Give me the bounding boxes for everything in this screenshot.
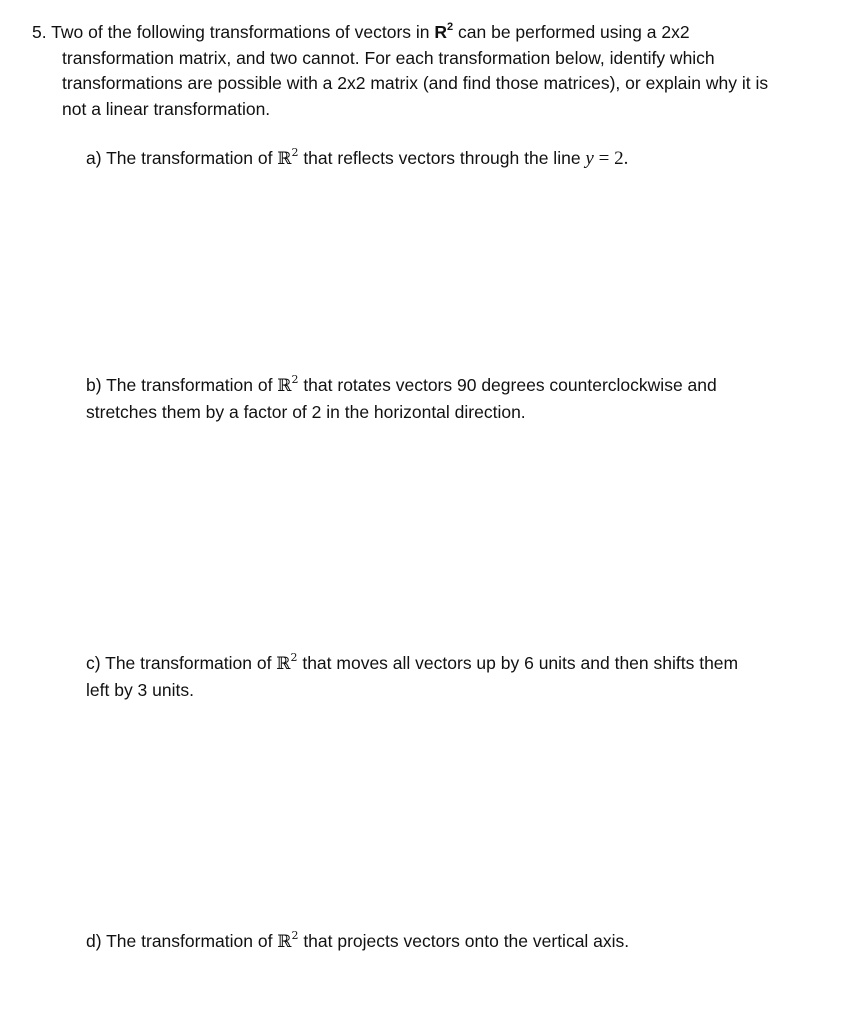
part-c-line-2: left by 3 units. bbox=[86, 679, 194, 700]
real-plane-symbol: ℝ$^2$ bbox=[276, 651, 298, 674]
part-b-line-2: stretches them by a factor of 2 in the horizontal direction. bbox=[86, 401, 526, 422]
real-plane-symbol: ℝ$^2$ bbox=[277, 929, 299, 952]
problem-statement bbox=[32, 20, 842, 122]
real-plane-symbol: ℝ$^2$ bbox=[277, 146, 299, 169]
part-d-label: d) bbox=[86, 931, 102, 951]
space-symbol: $R^2$ bbox=[434, 21, 454, 42]
part-b: b) The transformation of ℝ$^2$ that rotates vectors 90 degrees counterclockwise and stretches them by a factor of 2 in the horizontal direction. bbox=[86, 373, 717, 422]
part-a: a) The transformation of ℝ$^2$ that reflects vectors through the line y = 2. bbox=[86, 146, 629, 169]
part-a-label: a) bbox=[86, 148, 102, 168]
problem-line-2: transformation matrix, and two cannot. For each transformation below, identify which bbox=[62, 47, 715, 68]
line-equation: y = 2. bbox=[585, 148, 629, 169]
part-d: d) The transformation of ℝ$^2$ that projects vectors onto the vertical axis. bbox=[86, 929, 630, 952]
part-c-label: c) bbox=[86, 653, 101, 673]
part-c: c) The transformation of ℝ$^2$ that moves all vectors up by 6 units and then shifts them left by 3 units. bbox=[86, 651, 739, 700]
problem-line-1: 5. Two of the following transformations of vectors in $R^2$ can be performed using a 2x2 bbox=[32, 21, 690, 42]
part-b-label: b) bbox=[86, 375, 102, 395]
problem-number: 5. bbox=[32, 22, 47, 42]
problem-line-4: not a linear transformation. bbox=[62, 98, 271, 119]
real-plane-symbol: ℝ$^2$ bbox=[277, 373, 299, 396]
problem-line-3: transformations are possible with a 2x2 matrix (and find those matrices), or explain why it is bbox=[62, 73, 769, 93]
